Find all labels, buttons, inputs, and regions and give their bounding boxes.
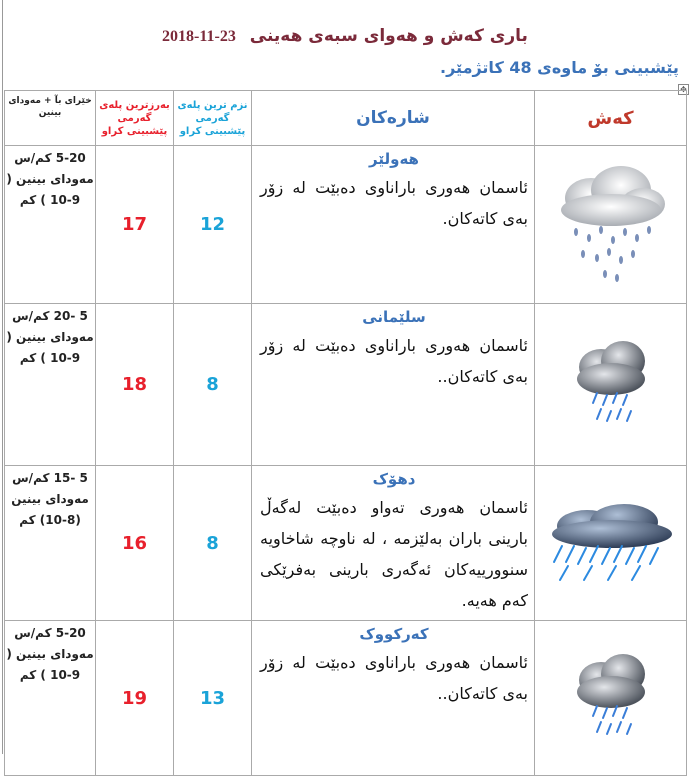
wind-cell: 5 -15 کم/س مەودای بينين (8-10) کم — [5, 466, 96, 621]
table-row — [5, 621, 687, 776]
table-header-row — [5, 91, 687, 146]
title-text: باری کەش و هەوای سبەی هەینی — [249, 26, 528, 46]
heavy-rain-cloud-icon — [542, 490, 680, 592]
city-cell — [252, 304, 535, 466]
page-subtitle: پێشبینی بۆ ماوەی 48 کاتژمێر. — [440, 58, 679, 77]
table-row — [5, 466, 687, 621]
max-temp-cell: 17 — [96, 146, 174, 304]
page-title — [0, 26, 690, 46]
city-name: دهۆک — [372, 470, 416, 488]
sky-cell — [535, 304, 687, 466]
sky-cell — [535, 146, 687, 304]
header-wind: خێرای بآ + مەودای بينين — [5, 91, 96, 146]
wind-cell: 5-20 کم/س مەودای بينين ( 9-10 ) کم — [5, 146, 96, 304]
city-cell — [252, 621, 535, 776]
table-row — [5, 304, 687, 466]
min-temp-cell: 8 — [174, 466, 252, 621]
city-name: هەولێر — [369, 150, 419, 168]
header-min-temp: نزم ترین پلەی گەرمی پێشبینی کراو — [174, 91, 252, 146]
city-cell — [252, 146, 535, 304]
forecast-text: ئاسمان هەوری باراناوی دەبێت لە زۆر بەی کاتەکان.. — [260, 653, 528, 703]
forecast-text: ئاسمان هەوری باراناوی دەبێت لە زۆر بەی کاتەکان.. — [260, 336, 528, 386]
dark-rain-cloud-icon — [571, 646, 651, 746]
forecast-text: ئاسمان هەوری باراناوی دەبێت لە زۆر بەی کاتەکان. — [260, 178, 528, 228]
max-temp-cell: 16 — [96, 466, 174, 621]
forecast-table — [4, 90, 687, 776]
header-sky: کەش — [535, 91, 687, 146]
min-temp-cell: 12 — [174, 146, 252, 304]
table-row — [5, 146, 687, 304]
max-temp-cell: 19 — [96, 621, 174, 776]
table-move-handle-icon[interactable]: ✥ — [678, 84, 689, 95]
header-cities: شارەکان — [252, 91, 535, 146]
forecast-text: ئاسمان هەوری تەواو دەبێت لەگەڵ بارینی باران بەلێزمە ، لە ناوچە شاخاویە سنوورییەکان ئەگەری بارینی بەفرێکی کەم هەیە. — [260, 498, 528, 610]
min-temp-cell: 13 — [174, 621, 252, 776]
city-name: سلێمانی — [362, 308, 426, 326]
min-temp-cell: 8 — [174, 304, 252, 466]
city-name: کەرکووک — [359, 625, 429, 643]
city-cell — [252, 466, 535, 621]
header-max-temp: بەرزترین پلەی گەرمی پێشبینی کراو — [96, 91, 174, 146]
max-temp-cell: 18 — [96, 304, 174, 466]
forecast-date: 2018-11-23 — [162, 28, 236, 45]
wind-cell: 5-20 کم/س مەودای بينين ( 9-10 ) کم — [5, 621, 96, 776]
rain-cloud-icon — [551, 158, 671, 288]
page-border — [2, 0, 3, 754]
wind-cell: 5 -20 کم/س مەودای بينين ( 9-10 ) کم — [5, 304, 96, 466]
sky-cell — [535, 466, 687, 621]
sky-cell — [535, 621, 687, 776]
dark-rain-cloud-icon — [571, 333, 651, 433]
